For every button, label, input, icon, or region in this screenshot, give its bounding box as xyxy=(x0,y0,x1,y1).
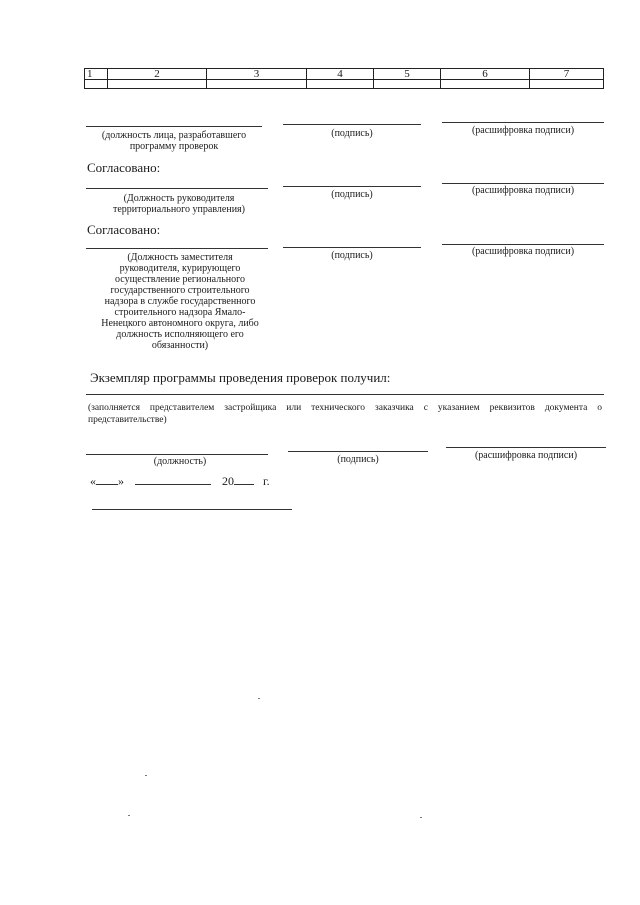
year-field[interactable] xyxy=(234,474,254,485)
signature-caption: (подпись) xyxy=(331,189,373,200)
table-header-cell: 4 xyxy=(307,69,374,80)
decoding-line[interactable] xyxy=(446,447,606,448)
signature-caption: (подпись) xyxy=(331,250,373,261)
decoding-caption: (расшифровка подписи) xyxy=(471,125,575,136)
position-line[interactable] xyxy=(86,248,268,249)
signature-line[interactable] xyxy=(288,451,428,452)
position-caption: (Должность руководителя территориального управления) xyxy=(113,193,245,215)
table-cell[interactable] xyxy=(307,80,374,89)
month-field[interactable] xyxy=(135,474,211,485)
position-line[interactable] xyxy=(86,126,262,127)
day-field[interactable] xyxy=(96,474,118,485)
representative-line[interactable] xyxy=(86,394,604,395)
decoding-line[interactable] xyxy=(442,122,604,123)
table-header-cell: 6 xyxy=(441,69,530,80)
table-header-cell: 5 xyxy=(374,69,441,80)
table-header-cell: 3 xyxy=(207,69,307,80)
extra-line[interactable] xyxy=(92,509,292,510)
decoding-caption: (расшифровка подписи) xyxy=(471,246,575,257)
position-line[interactable] xyxy=(86,454,268,455)
position-caption: (должность лица, разработавшего программу проверок xyxy=(101,130,247,152)
scan-speck xyxy=(420,817,422,818)
signature-line[interactable] xyxy=(283,247,421,248)
close-quote: » xyxy=(118,474,124,488)
signature-line[interactable] xyxy=(283,186,421,187)
signature-line[interactable] xyxy=(283,124,421,125)
position-caption: (Должность заместителя руководителя, курирующего осуществление регионального государственного строительного надзора в службе государственного строительного надзора Ямало-Ненецкого автономного округа, либо должность исполняющего его обязанности) xyxy=(101,252,259,351)
table-row xyxy=(85,80,604,89)
scan-speck xyxy=(258,698,260,699)
decoding-caption: (расшифровка подписи) xyxy=(471,185,575,196)
year-prefix: 20 xyxy=(222,474,234,488)
table-header-cell: 1 xyxy=(85,69,108,80)
signature-caption: (подпись) xyxy=(337,454,379,465)
year-suffix: г. xyxy=(263,474,270,488)
scan-speck xyxy=(145,775,147,776)
table-cell[interactable] xyxy=(374,80,441,89)
decoding-line[interactable] xyxy=(442,183,604,184)
table-cell[interactable] xyxy=(441,80,530,89)
open-quote: « xyxy=(90,474,96,488)
table-cell[interactable] xyxy=(207,80,307,89)
table-cell[interactable] xyxy=(108,80,207,89)
receipt-title: Экземпляр программы проведения проверок получил: xyxy=(90,370,391,385)
position-line[interactable] xyxy=(86,188,268,189)
position-caption: (должность) xyxy=(153,456,207,467)
table-header-cell: 7 xyxy=(530,69,604,80)
table-header-cell: 2 xyxy=(108,69,207,80)
table-header-row xyxy=(85,69,604,80)
representative-note: (заполняется представителем застройщика или технического заказчика с указанием реквизитов документа о представительстве) xyxy=(88,403,602,425)
agreed-label: Согласовано: xyxy=(87,222,161,237)
decoding-caption: (расшифровка подписи) xyxy=(474,450,578,461)
table-cell[interactable] xyxy=(530,80,604,89)
scan-speck xyxy=(128,815,130,816)
decoding-line[interactable] xyxy=(442,244,604,245)
table-cell[interactable] xyxy=(85,80,108,89)
agreed-label: Согласовано: xyxy=(87,160,161,175)
columns-table xyxy=(84,68,604,89)
date-line xyxy=(90,474,270,489)
signature-caption: (подпись) xyxy=(331,128,373,139)
